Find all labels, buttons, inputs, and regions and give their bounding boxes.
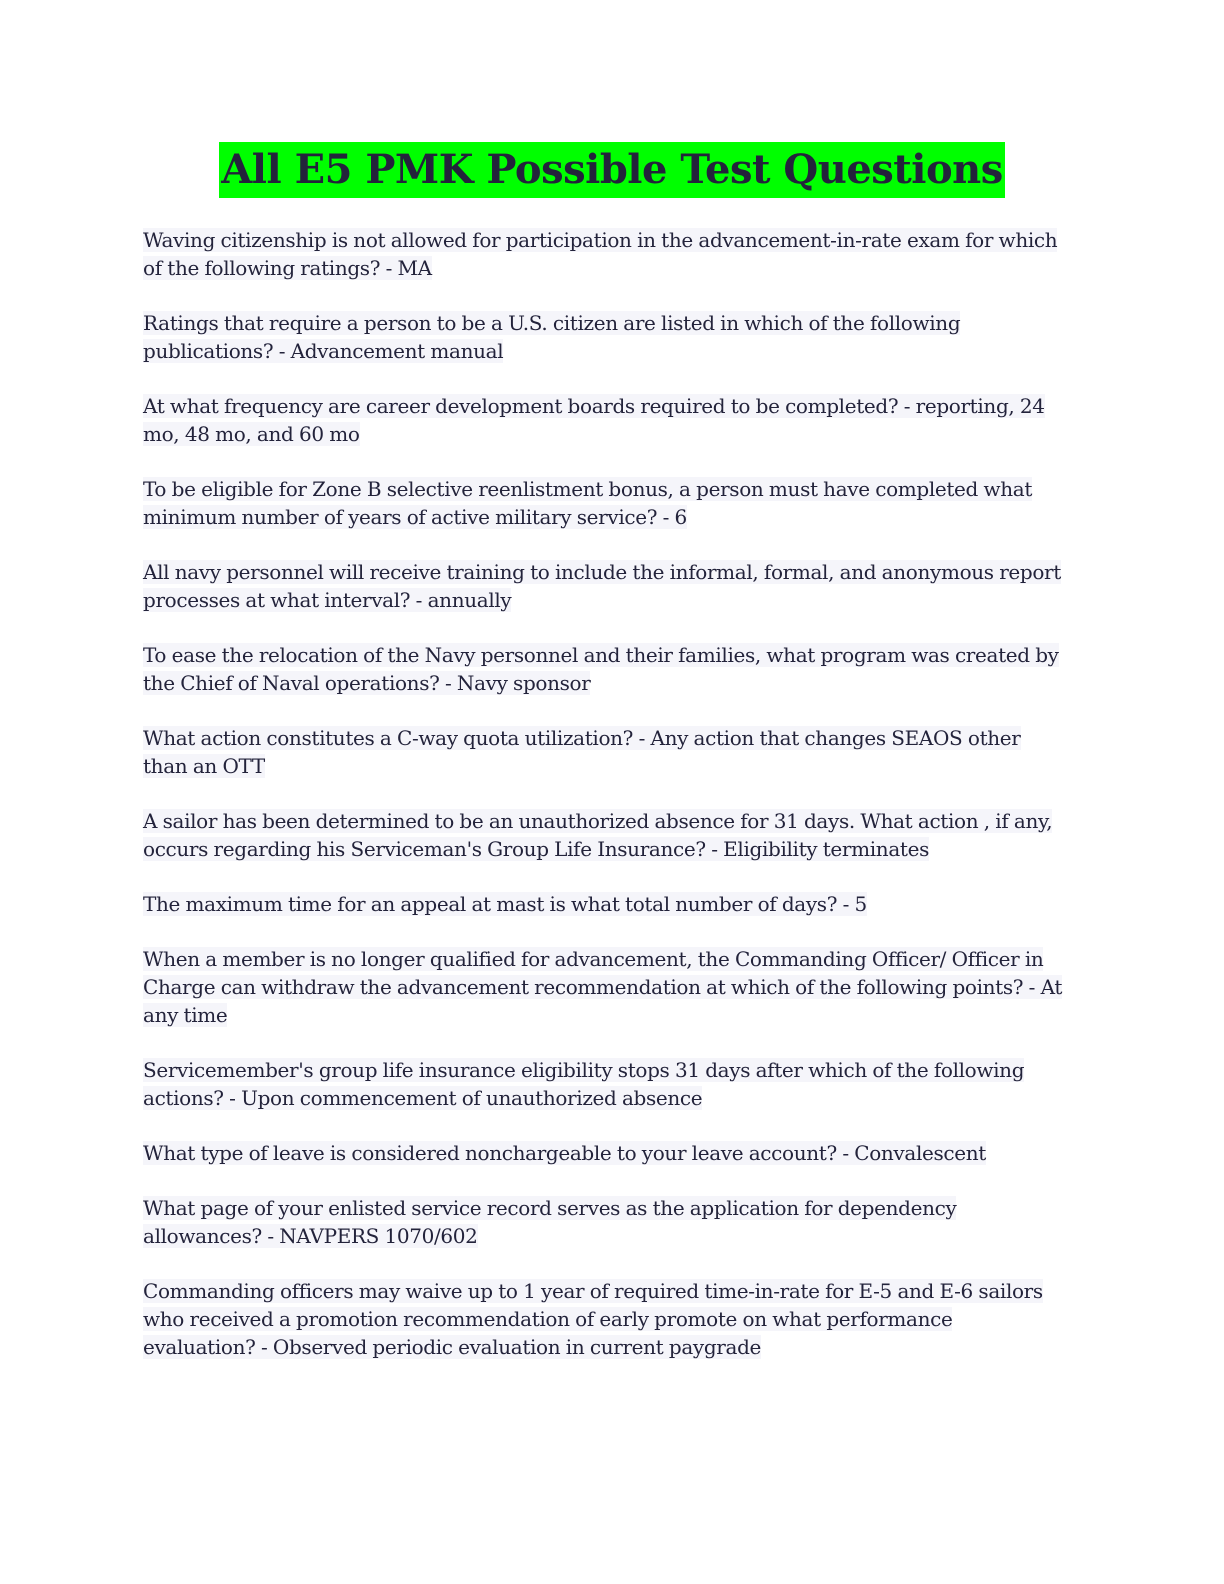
question-item	[143, 475, 1068, 531]
question-text: Waving citizenship is not allowed for participation in the advancement-in-rate exam for which of the following ratings? - MA	[143, 228, 1058, 280]
question-item	[143, 309, 1068, 365]
question-text: To ease the relocation of the Navy personnel and their families, what program was created by the Chief of Naval operations? - Navy sponsor	[143, 643, 1059, 695]
question-item	[143, 641, 1068, 697]
question-item	[143, 226, 1068, 282]
question-text: Servicemember's group life insurance eligibility stops 31 days after which of the following actions? - Upon commencement of unauthorized absence	[143, 1058, 1025, 1110]
question-item	[143, 392, 1068, 448]
question-item	[143, 807, 1068, 863]
question-text: What page of your enlisted service record serves as the application for dependency allowances? - NAVPERS 1070/602	[143, 1196, 957, 1248]
question-text: What action constitutes a C-way quota utilization? - Any action that changes SEAOS other than an OTT	[143, 726, 1021, 778]
question-text: All navy personnel will receive training to include the informal, formal, and anonymous report processes at what interval? - annually	[143, 560, 1061, 612]
question-item	[143, 1056, 1068, 1112]
question-item	[143, 945, 1068, 1029]
question-text: To be eligible for Zone B selective reenlistment bonus, a person must have completed what minimum number of years of active military service? - 6	[143, 477, 1033, 529]
question-item	[143, 1194, 1068, 1250]
question-item	[143, 890, 1068, 918]
question-text: What type of leave is considered nonchargeable to your leave account? - Convalescent	[143, 1141, 986, 1165]
question-list	[143, 226, 1068, 1388]
question-item	[143, 1277, 1068, 1361]
title-container	[0, 142, 1224, 198]
question-text: The maximum time for an appeal at mast is what total number of days? - 5	[143, 892, 867, 916]
question-text: When a member is no longer qualified for advancement, the Commanding Officer/ Officer in Charge can withdraw the advancement recommendation at which of the following points? - At any time	[143, 947, 1063, 1027]
question-text: Commanding officers may waive up to 1 year of required time-in-rate for E-5 and E-6 sailors who received a promotion recommendation of early promote on what performance evaluation? - Observed periodic evaluation in current paygrade	[143, 1279, 1043, 1359]
page-title: All E5 PMK Possible Test Questions	[219, 142, 1005, 198]
question-text: A sailor has been determined to be an unauthorized absence for 31 days. What action , if any, occurs regarding his Serviceman's Group Life Insurance? - Eligibility terminates	[143, 809, 1053, 861]
question-text: At what frequency are career development boards required to be completed? - reporting, 24 mo, 48 mo, and 60 mo	[143, 394, 1045, 446]
question-text: Ratings that require a person to be a U.S. citizen are listed in which of the following publications? - Advancement manual	[143, 311, 961, 363]
question-item	[143, 724, 1068, 780]
question-item	[143, 558, 1068, 614]
question-item	[143, 1139, 1068, 1167]
